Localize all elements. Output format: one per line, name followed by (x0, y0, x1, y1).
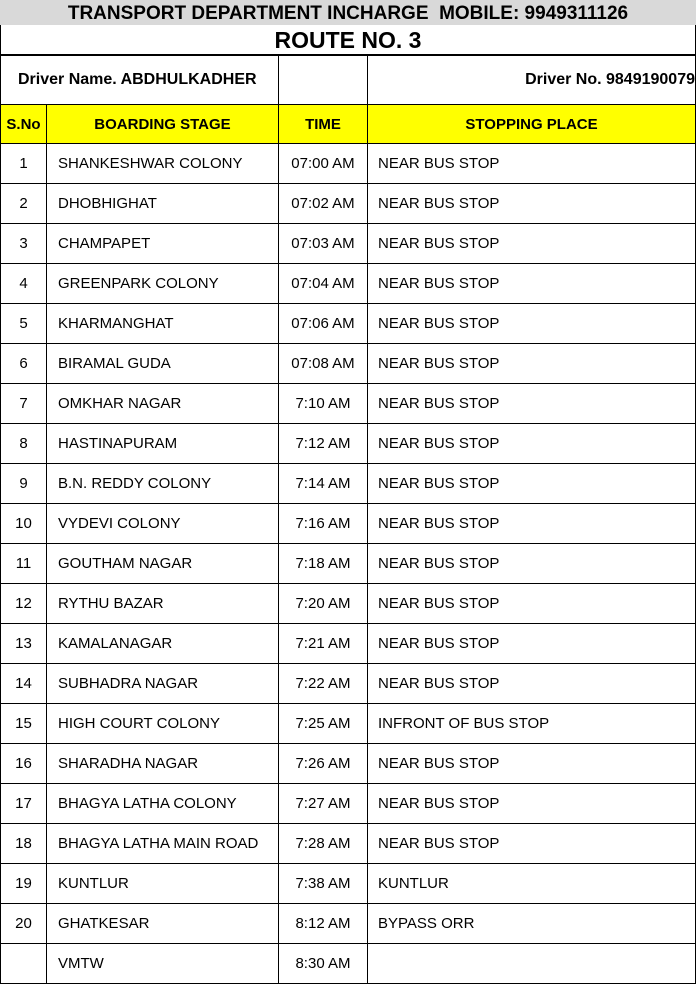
row-boarding-stage: BIRAMAL GUDA (47, 344, 279, 384)
row-time: 07:08 AM (279, 344, 368, 384)
table-row (1, 784, 696, 824)
row-time: 07:00 AM (279, 144, 368, 184)
row-stopping-place: NEAR BUS STOP (368, 184, 696, 224)
column-header-boarding-stage: BOARDING STAGE (47, 105, 279, 144)
row-sno: 8 (1, 424, 47, 464)
row-boarding-stage: CHAMPAPET (47, 224, 279, 264)
row-boarding-stage: SHANKESHWAR COLONY (47, 144, 279, 184)
row-boarding-stage: KAMALANAGAR (47, 624, 279, 664)
row-sno: 5 (1, 304, 47, 344)
row-boarding-stage: SUBHADRA NAGAR (47, 664, 279, 704)
row-stopping-place: NEAR BUS STOP (368, 464, 696, 504)
table-row (1, 344, 696, 384)
row-time: 7:25 AM (279, 704, 368, 744)
row-sno: 4 (1, 264, 47, 304)
row-stopping-place: NEAR BUS STOP (368, 624, 696, 664)
row-stopping-place: NEAR BUS STOP (368, 784, 696, 824)
row-sno: 13 (1, 624, 47, 664)
row-time: 7:22 AM (279, 664, 368, 704)
table-row (1, 144, 696, 184)
row-boarding-stage: BHAGYA LATHA COLONY (47, 784, 279, 824)
table-row (1, 744, 696, 784)
table-row (1, 864, 696, 904)
row-stopping-place: NEAR BUS STOP (368, 544, 696, 584)
row-boarding-stage: GREENPARK COLONY (47, 264, 279, 304)
driver-name: Driver Name. ABDHULKADHER (1, 56, 279, 105)
route-title: ROUTE NO. 3 (0, 25, 696, 55)
row-sno: 16 (1, 744, 47, 784)
row-time: 7:14 AM (279, 464, 368, 504)
row-time: 7:20 AM (279, 584, 368, 624)
row-stopping-place: NEAR BUS STOP (368, 144, 696, 184)
row-boarding-stage: GOUTHAM NAGAR (47, 544, 279, 584)
row-time: 07:04 AM (279, 264, 368, 304)
row-stopping-place: NEAR BUS STOP (368, 224, 696, 264)
row-time: 07:06 AM (279, 304, 368, 344)
table-row (1, 224, 696, 264)
row-stopping-place: NEAR BUS STOP (368, 504, 696, 544)
row-boarding-stage: RYTHU BAZAR (47, 584, 279, 624)
row-boarding-stage: HIGH COURT COLONY (47, 704, 279, 744)
column-header-sno: S.No (1, 105, 47, 144)
row-stopping-place (368, 944, 696, 984)
row-time: 8:12 AM (279, 904, 368, 944)
row-boarding-stage: VYDEVI COLONY (47, 504, 279, 544)
column-header-time: TIME (279, 105, 368, 144)
row-stopping-place: NEAR BUS STOP (368, 664, 696, 704)
row-boarding-stage: HASTINAPURAM (47, 424, 279, 464)
table-row (1, 304, 696, 344)
row-sno: 20 (1, 904, 47, 944)
transport-incharge-banner: TRANSPORT DEPARTMENT INCHARGE MOBILE: 9949311126 (0, 0, 696, 25)
row-boarding-stage: KUNTLUR (47, 864, 279, 904)
row-sno: 14 (1, 664, 47, 704)
row-sno: 17 (1, 784, 47, 824)
row-boarding-stage: B.N. REDDY COLONY (47, 464, 279, 504)
row-sno: 11 (1, 544, 47, 584)
row-time: 7:27 AM (279, 784, 368, 824)
table-row (1, 544, 696, 584)
row-stopping-place: NEAR BUS STOP (368, 584, 696, 624)
table-row (1, 184, 696, 224)
table-row (1, 904, 696, 944)
row-sno: 1 (1, 144, 47, 184)
row-stopping-place: NEAR BUS STOP (368, 264, 696, 304)
row-time: 7:26 AM (279, 744, 368, 784)
row-sno: 2 (1, 184, 47, 224)
table-row (1, 264, 696, 304)
row-stopping-place: BYPASS ORR (368, 904, 696, 944)
row-boarding-stage: VMTW (47, 944, 279, 984)
row-time: 8:30 AM (279, 944, 368, 984)
table-row (1, 944, 696, 984)
table-row (1, 384, 696, 424)
row-time: 7:18 AM (279, 544, 368, 584)
column-header-row (1, 105, 696, 144)
row-sno: 9 (1, 464, 47, 504)
row-time: 7:38 AM (279, 864, 368, 904)
row-stopping-place: INFRONT OF BUS STOP (368, 704, 696, 744)
row-stopping-place: NEAR BUS STOP (368, 824, 696, 864)
row-sno: 12 (1, 584, 47, 624)
row-sno: 7 (1, 384, 47, 424)
table-row (1, 824, 696, 864)
row-sno: 19 (1, 864, 47, 904)
column-header-stopping-place: STOPPING PLACE (368, 105, 696, 144)
row-boarding-stage: DHOBHIGHAT (47, 184, 279, 224)
row-sno: 10 (1, 504, 47, 544)
row-time: 7:12 AM (279, 424, 368, 464)
row-time: 7:10 AM (279, 384, 368, 424)
table-row (1, 424, 696, 464)
table-row (1, 704, 696, 744)
row-stopping-place: NEAR BUS STOP (368, 304, 696, 344)
row-time: 07:03 AM (279, 224, 368, 264)
driver-number: Driver No. 9849190079 (368, 56, 696, 105)
row-sno: 3 (1, 224, 47, 264)
row-sno: 6 (1, 344, 47, 384)
table-row (1, 464, 696, 504)
table-row (1, 664, 696, 704)
row-stopping-place: KUNTLUR (368, 864, 696, 904)
row-boarding-stage: BHAGYA LATHA MAIN ROAD (47, 824, 279, 864)
table-row (1, 584, 696, 624)
row-time: 7:21 AM (279, 624, 368, 664)
row-boarding-stage: KHARMANGHAT (47, 304, 279, 344)
row-stopping-place: NEAR BUS STOP (368, 384, 696, 424)
row-time: 7:16 AM (279, 504, 368, 544)
row-sno: 15 (1, 704, 47, 744)
row-sno (1, 944, 47, 984)
row-stopping-place: NEAR BUS STOP (368, 744, 696, 784)
row-boarding-stage: OMKHAR NAGAR (47, 384, 279, 424)
row-boarding-stage: SHARADHA NAGAR (47, 744, 279, 784)
driver-row-spacer (279, 56, 368, 105)
row-stopping-place: NEAR BUS STOP (368, 424, 696, 464)
table-row (1, 504, 696, 544)
table-row (1, 624, 696, 664)
row-stopping-place: NEAR BUS STOP (368, 344, 696, 384)
row-time: 7:28 AM (279, 824, 368, 864)
row-sno: 18 (1, 824, 47, 864)
row-boarding-stage: GHATKESAR (47, 904, 279, 944)
driver-row (1, 56, 696, 105)
row-time: 07:02 AM (279, 184, 368, 224)
route-table (0, 55, 696, 984)
